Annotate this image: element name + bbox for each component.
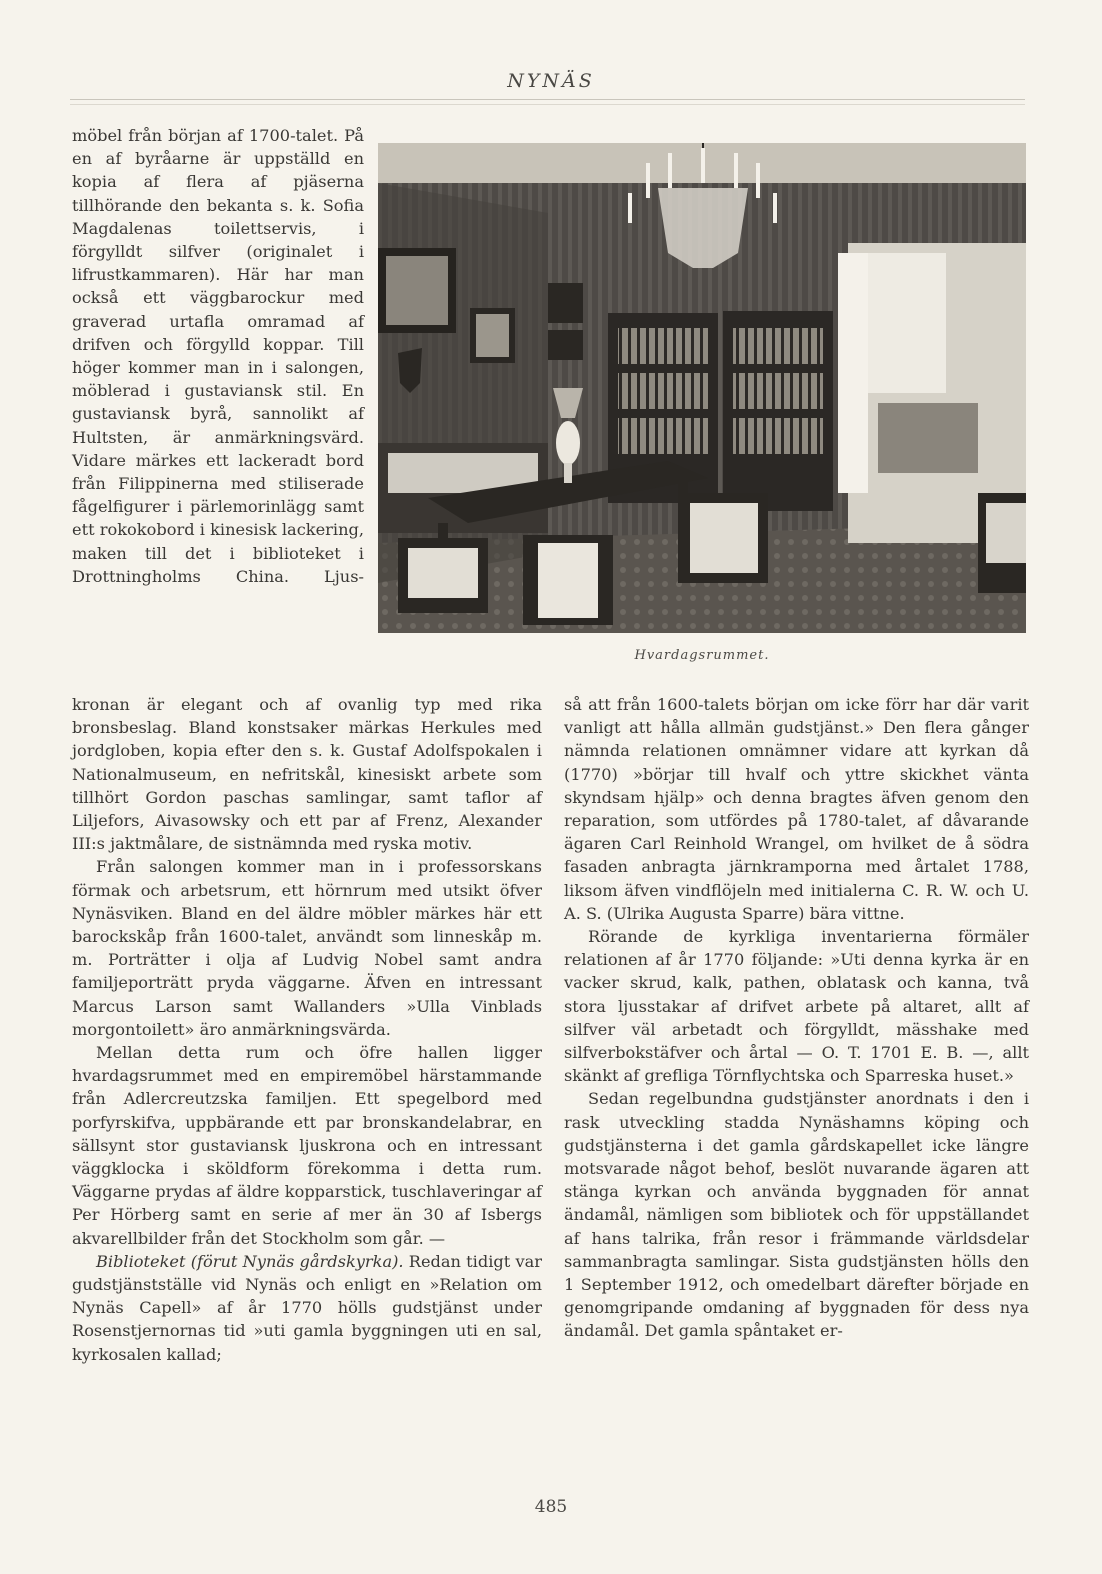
paragraph: Från salongen kommer man in i professorskans förmak och arbetsrum, ett hörnrum med utsikt öfver Nynäsviken. Bland en del äldre möbler märkes här ett barockskåp från 1600-talet, användt som linneskåp m. m. Porträtter i olja af Ludvig Nobel samt andra familjeporträtt pryda väggarne. Äfven en intressant Marcus Larson samt Wallanders »Ulla Vinblads morgontoilett» äro anmärkningsvärda.	[72, 857, 542, 1039]
section-heading: Biblioteket (förut Nynäs gårdskyrka).	[96, 1251, 404, 1271]
paragraph: Mellan detta rum och öfre hallen ligger hvardagsrummet med en empiremöbel härstammande från Adlercreutzska familjen. Ett spegelbord med porfyrskifva, uppbärande ett par bronskandelabrar, en sällsynt stor gustaviansk ljuskrona och en intressant väggklocka i sköldform förekomma i detta rum. Väggarne prydas af äldre kopparstick, tuschlaveringar af Per Hörberg samt en serie af mer än 30 af Isbergs akvarellbilder från det Stockholm som går. —	[72, 1043, 542, 1248]
paragraph: Rörande de kyrkliga inventarierna förmäler relationen af år 1770 följande: »Uti denna kyrka är en vacker skrud, kalk, pathen, oblatask och kanna, två stora ljusstakar af drifvet arbete på altaret, allt af silfver väl arbetadt och förgylldt, mässhake med silfverbokstäfver och årtal — O. T. 1701 E. B. —, allt skänkt af grefliga Törnflychtska och Sparreska huset.»	[564, 927, 1029, 1086]
paragraph: kronan är elegant och af ovanlig typ med rika bronsbeslag. Bland konstsaker märkas Herkules med jordgloben, kopia efter den s. k. Gustaf Adolfspokalen i Nationalmuseum, en nefritskål, kinesiskt arbete som tillhört Gordon paschas samlingar, samt taflor af Liljefors, Aivasowsky och ett par af Frenz, Alexander III:s jaktmålare, de sistnämnda med ryska motiv.	[72, 695, 542, 854]
paragraph-text: Redan tidigt var gudstjänstställe vid Nynäs och enligt en »Relation om Nynäs Capell» af år 1770 hölls gudstjänst under Rosenstjernornas tid »uti gamla byggningen uti en sal, kyrkosalen kallad;	[72, 1251, 542, 1364]
paragraph: Sedan regelbundna gudstjänster anordnats i den i rask utveckling stadda Nynäshamns köping och gudstjänsterna i det gamla gårdskapellet icke längre motsvarade något behof, beslöt nuvarande ägaren att stänga kyrkan och använda byggnaden för annat ändamål, nämligen som bibliotek och för uppställandet af hans talrika, från resor i främmande världsdelar sammanbragta samlingar. Sista gudstjänsten hölls den 1 September 1912, och omedelbart därefter började en genomgripande omdaning af byggnaden för dess nya ändamål. Det gamla spåntaket er-	[564, 1089, 1029, 1341]
paragraph: möbel från början af 1700-talet. På en af byråarne är uppställd en kopia af flera af pjäserna tillhörande den bekanta s. k. Sofia Magdalenas toilettservis, i förgylldt silfver (originalet i lifrustkammaren). Här har man också ett väggbarockur med graverad urtafla omramad af drifven och förgylld koppar. Till höger kommer man in i salongen, möblerad i gustaviansk stil. En gustaviansk byrå, sannolikt af Hultsten, är anmärkningsvärd. Vidare märkes ett lackeradt bord från Filippinerna med stiliserade fågelfigurer i pärlemorinlägg samt ett rokokobord i kinesisk lackering, maken till det i biblioteket i Drottningholms China. Ljus-	[72, 126, 364, 586]
column-left-top	[72, 124, 364, 588]
paragraph	[72, 1250, 542, 1366]
photo-illustration	[378, 143, 1026, 633]
photo-hvardagsrummet	[378, 143, 1026, 633]
paragraph: så att från 1600-talets början om icke förr har där varit vanligt att hålla allmän gudstjänst.» Den flera gånger nämnda relationen omnämner vidare att kyrkan då (1770) »börjar till hvalf och yttre skickhet vänta skyndsam hjälp» och denna bragtes äfven genom den reparation, som utfördes på 1780-talet, af dåvarande ägaren Carl Reinhold Wrangel, om hvilket de å södra fasaden anbragta järnkramporna med årtalet 1788, liksom äfven vindflöjeln med initialerna C. R. W. och U. A. S. (Ulrika Augusta Sparre) bära vittne.	[564, 695, 1029, 923]
photo-caption: Hvardagsrummet.	[634, 648, 770, 663]
header-rule	[70, 99, 1025, 100]
header-rule-thin	[70, 104, 1025, 105]
column-right	[564, 693, 1029, 1343]
running-header: NYNÄS	[507, 70, 595, 92]
page-number: 485	[534, 1497, 568, 1517]
column-left-bottom	[72, 693, 542, 1366]
